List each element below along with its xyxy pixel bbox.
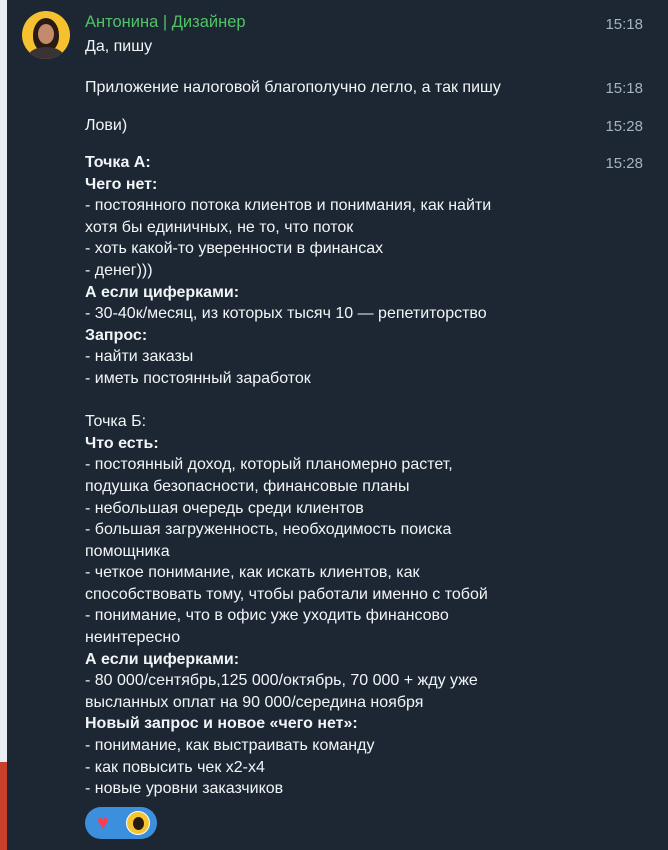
message-line: А если циферками: (85, 283, 240, 301)
avatar[interactable] (22, 11, 70, 59)
message-line (85, 390, 585, 412)
message-text: Да, пишу (85, 38, 153, 55)
left-panel-accent (0, 762, 7, 850)
message-line: - постоянного потока клиентов и понимания, как найти (85, 197, 492, 215)
message-line: - найти заказы (85, 348, 194, 366)
message-line: высланных оплат на 90 000/середина ноября (85, 693, 424, 711)
message-line: Запрос: (85, 326, 148, 344)
avatar-face (38, 24, 54, 44)
message-line: - 30-40к/месяц, из которых тысяч 10 — репетиторство (85, 305, 487, 323)
message-line: неинтересно (85, 629, 181, 647)
message-line: Точка Б: (85, 413, 147, 431)
message-time: 15:18 (605, 80, 643, 97)
long-message (85, 152, 585, 800)
reaction-button[interactable] (85, 807, 157, 839)
message-line: - понимание, как выстраивать команду (85, 737, 375, 755)
message-line: - новые уровни заказчиков (85, 780, 284, 798)
avatar-body (28, 47, 64, 59)
message-line: А если циферками: (85, 650, 240, 668)
message-line: - иметь постоянный заработок (85, 369, 311, 387)
message-line: - постоянный доход, который планомерно растет, (85, 456, 453, 474)
message-line: подушка безопасности, финансовые планы (85, 477, 410, 495)
message-text: Лови) (85, 117, 128, 134)
reactor-avatar (126, 811, 150, 835)
message-line: - четкое понимание, как искать клиентов, как (85, 564, 420, 582)
message-line: хотя бы единичных, не то, что поток (85, 218, 354, 236)
message-line: способствовать тому, чтобы работали именно с тобой (85, 585, 488, 603)
message-line: - небольшая очередь среди клиентов (85, 499, 364, 517)
message-time: 15:18 (605, 16, 643, 33)
reactor-avatar-hair (133, 817, 144, 830)
left-panel-edge (0, 0, 7, 850)
sender-name[interactable]: Антонина | Дизайнер (85, 13, 246, 31)
message-text: Приложение налоговой благополучно легло, а так пишу (85, 79, 501, 96)
message-time: 15:28 (605, 118, 643, 135)
message-line: - большая загруженность, необходимость поиска (85, 521, 452, 539)
message-line: - денег))) (85, 261, 153, 279)
heart-icon: ♥ (97, 812, 109, 834)
message-time: 15:28 (605, 155, 643, 172)
message-line: - хоть какой-то уверенности в финансах (85, 240, 384, 258)
message-line: - как повысить чек х2-х4 (85, 758, 265, 776)
message-line: Новый запрос и новое «чего нет»: (85, 715, 358, 733)
message-line: - 80 000/сентябрь,125 000/октябрь, 70 000 + жду уже (85, 672, 478, 690)
message-line: Что есть: (85, 434, 159, 452)
message-line: помощника (85, 542, 170, 560)
message-line: - понимание, что в офис уже уходить финансово (85, 607, 449, 625)
message-line: Точка А: (85, 154, 151, 171)
message-line: Чего нет: (85, 175, 158, 193)
